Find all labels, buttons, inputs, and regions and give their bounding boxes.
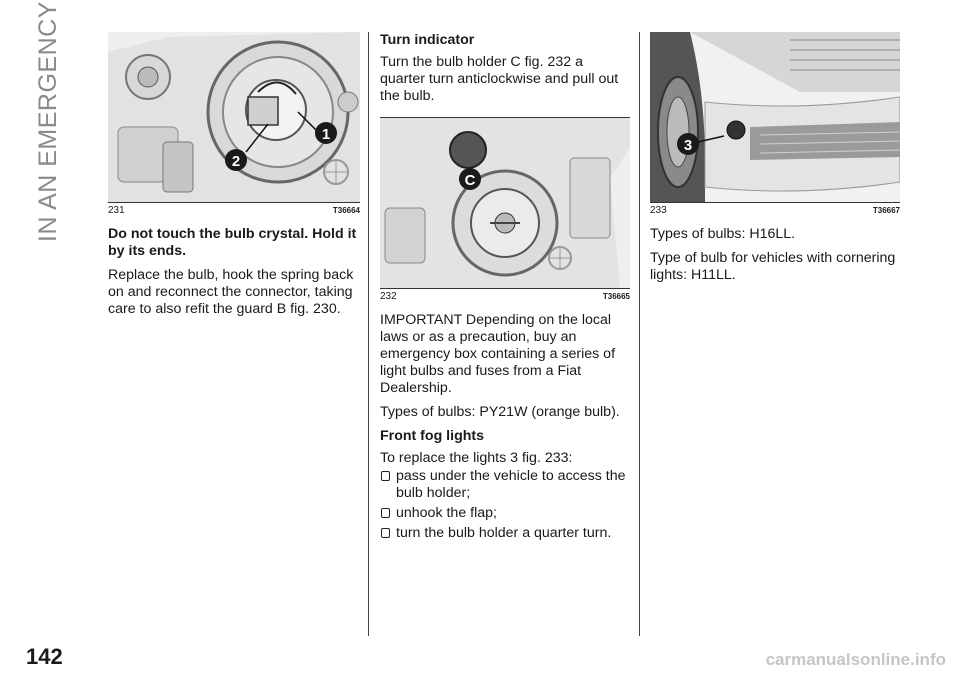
figure-231-headlamp-bulb: [108, 32, 360, 203]
callout-c: [459, 168, 481, 190]
fog-light-bulb-type: Types of bulbs: H16LL.: [650, 226, 796, 242]
svg-text:C: C: [464, 172, 476, 189]
callout-3: [677, 133, 699, 155]
column-2: [380, 32, 630, 545]
page-number: 142: [26, 644, 63, 669]
column-3: [650, 32, 900, 291]
list-item: pass under the vehicle to access the bulb holder;: [380, 468, 630, 502]
figure-number: 233: [650, 205, 667, 216]
column-1: [108, 32, 360, 325]
important-note: IMPORTANT Depending on the local laws or as a precaution, buy an emergency box containing a series of light bulbs and fuses from a Fiat Dealership.: [380, 312, 616, 396]
column-divider: [368, 32, 369, 636]
figure-233-fog-light: [650, 32, 900, 203]
watermark: carmanualsonline.info: [765, 650, 946, 669]
turn-indicator-heading: Turn indicator: [380, 32, 475, 48]
figure-code: T36665: [602, 292, 630, 301]
cornering-light-bulb-type: Type of bulb for vehicles with cornering lights: H11LL.: [650, 250, 896, 283]
refit-instructions: Replace the bulb, hook the spring back on and reconnect the connector, taking care to also refit the guard B fig. 230.: [108, 267, 354, 317]
figure-caption: [108, 205, 360, 216]
fog-lights-heading: Front fog lights: [380, 428, 485, 444]
figure-code: T36667: [872, 206, 900, 215]
bulb-warning: Do not touch the bulb crystal. Hold it by its ends.: [108, 226, 357, 259]
bullet-icon: [381, 508, 390, 518]
column-divider: [639, 32, 640, 636]
section-title: IN AN EMERGENCY: [34, 1, 62, 242]
list-item: unhook the flap;: [380, 505, 630, 522]
callout-2: [225, 149, 247, 171]
figure-caption: [650, 205, 900, 216]
figure-232-turn-indicator: [380, 117, 630, 289]
figure-caption: [380, 291, 630, 302]
bullet-icon: [381, 528, 390, 538]
list-item: turn the bulb holder a quarter turn.: [380, 525, 630, 542]
figure-number: 232: [380, 291, 397, 302]
figure-code: T36664: [332, 206, 360, 215]
turn-indicator-instructions: Turn the bulb holder C fig. 232 a quarter turn anticlockwise and pull out the bulb.: [380, 54, 619, 104]
fog-lights-intro: To replace the lights 3 fig. 233:: [380, 450, 573, 466]
svg-text:3: 3: [683, 137, 693, 154]
callout-1: [315, 122, 337, 144]
turn-indicator-bulb-type: Types of bulbs: PY21W (orange bulb).: [380, 404, 620, 420]
bullet-icon: [381, 471, 390, 481]
svg-text:2: 2: [231, 153, 241, 170]
svg-text:1: 1: [321, 126, 331, 143]
figure-number: 231: [108, 205, 125, 216]
